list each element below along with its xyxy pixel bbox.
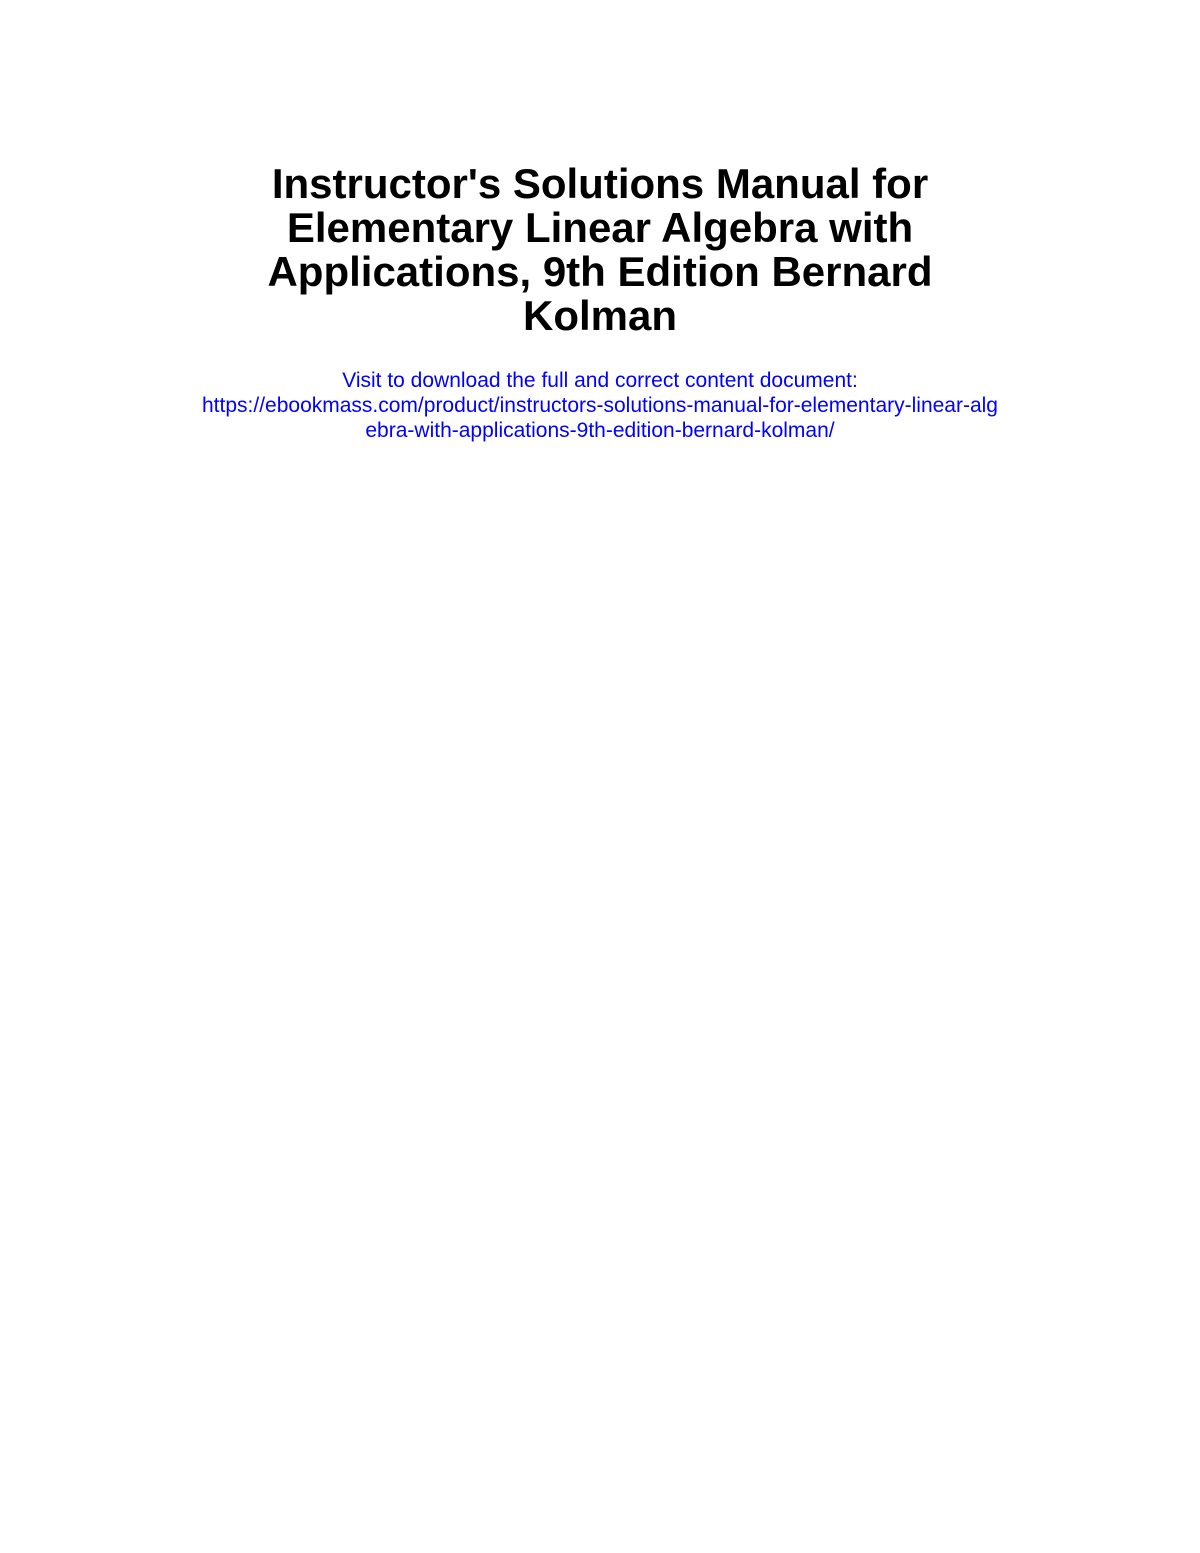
title-line: Applications, 9th Edition Bernard bbox=[267, 248, 933, 295]
title-line: Elementary Linear Algebra with bbox=[286, 204, 914, 251]
document-title bbox=[200, 162, 1000, 338]
download-notice bbox=[100, 368, 1100, 443]
title-line: Instructor's Solutions Manual for bbox=[271, 160, 929, 207]
title-line: Kolman bbox=[522, 292, 677, 339]
download-url-link[interactable]: ebra-with-applications-9th-edition-bernard-kolman/ bbox=[365, 419, 835, 442]
download-url-link[interactable]: https://ebookmass.com/product/instructors-solutions-manual-for-elementary-linear-alg bbox=[202, 394, 998, 417]
download-intro-text: Visit to download the full and correct content document: bbox=[342, 369, 858, 392]
